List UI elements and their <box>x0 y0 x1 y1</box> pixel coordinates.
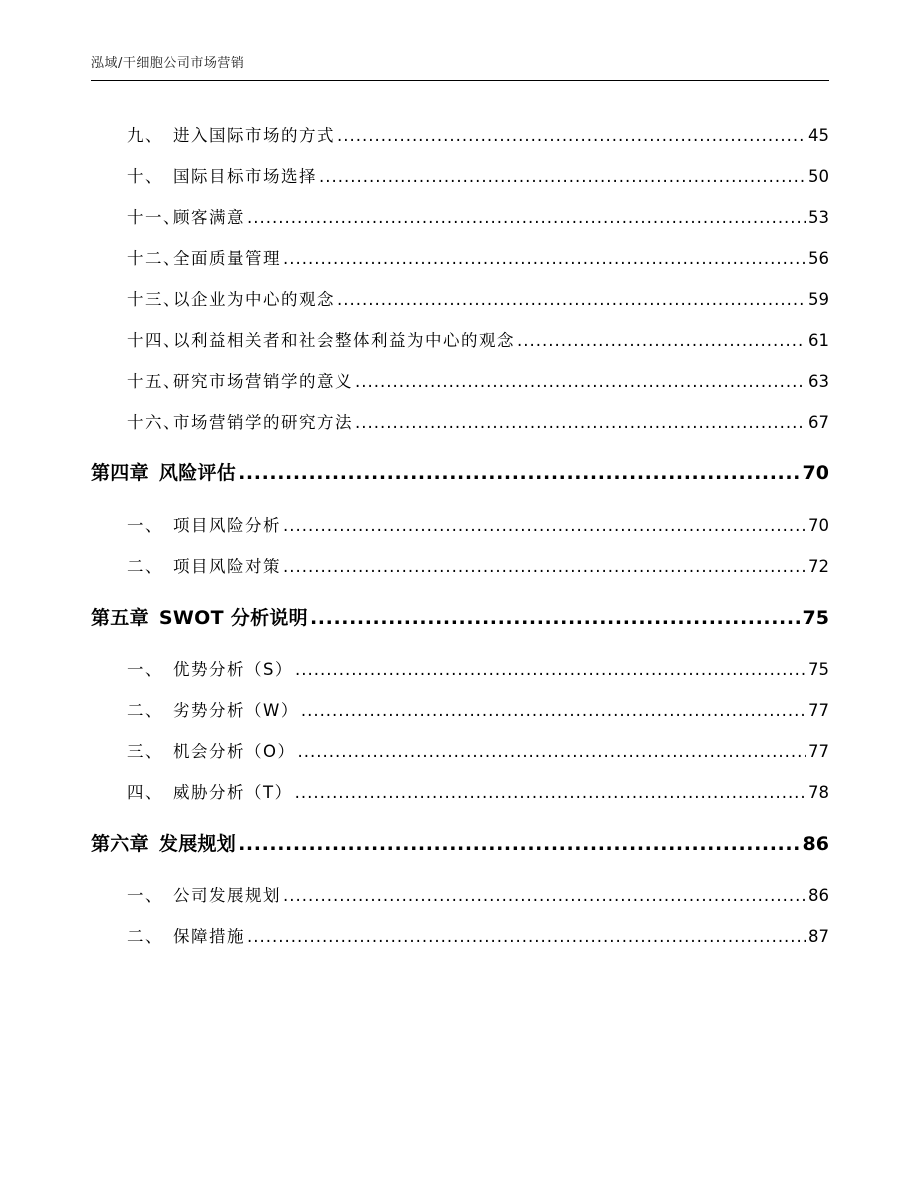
toc-chapter-entry[interactable] <box>91 829 829 856</box>
toc-entry-text <box>91 122 335 146</box>
toc-page-number: 70 <box>808 516 829 535</box>
toc-entry-number: 十三、 <box>127 290 181 309</box>
toc-dot-leader <box>301 701 806 720</box>
toc-entry[interactable] <box>91 779 829 803</box>
toc-entry-title: 项目风险分析 <box>173 516 281 535</box>
toc-page-number: 86 <box>808 886 829 905</box>
toc-entry-text <box>91 286 335 310</box>
toc-entry[interactable] <box>91 245 829 269</box>
toc-dot-leader <box>295 660 806 679</box>
toc-dot-leader <box>238 833 800 855</box>
toc-entry[interactable] <box>91 286 829 310</box>
toc-entry-number: 二、 <box>127 701 163 720</box>
toc-chapter-entry[interactable] <box>91 458 829 485</box>
toc-chapter-number: 第五章 <box>91 607 149 629</box>
toc-entry-title: 以利益相关者和社会整体利益为中心的观念 <box>173 331 515 350</box>
toc-chapter-number: 第四章 <box>91 462 149 484</box>
toc-entry-title: 全面质量管理 <box>173 249 281 268</box>
toc-page-number: 72 <box>808 557 829 576</box>
toc-dot-leader <box>355 372 806 391</box>
toc-entry-number: 九、 <box>127 126 163 145</box>
toc-entry-text <box>91 409 353 433</box>
toc-entry-text <box>91 458 236 485</box>
toc-dot-leader <box>247 927 806 946</box>
toc-entry-number: 三、 <box>127 742 163 761</box>
toc-entry-title: 保障措施 <box>173 927 245 946</box>
toc-page-number: 75 <box>808 660 829 679</box>
toc-dot-leader <box>517 331 806 350</box>
toc-page-number: 67 <box>808 413 829 432</box>
toc-entry-text <box>91 512 281 536</box>
toc-dot-leader <box>337 126 806 145</box>
toc-entry[interactable] <box>91 697 829 721</box>
toc-dot-leader <box>283 516 806 535</box>
toc-entry-title: 国际目标市场选择 <box>173 167 317 186</box>
toc-page-number: 86 <box>802 833 829 855</box>
toc-page-number: 59 <box>808 290 829 309</box>
toc-chapter-number: 第六章 <box>91 833 149 855</box>
toc-page-number: 87 <box>808 927 829 946</box>
toc-entry-number: 十、 <box>127 167 163 186</box>
toc-entry-title: 公司发展规划 <box>173 886 281 905</box>
toc-entry-number: 十五、 <box>127 372 181 391</box>
toc-entry[interactable] <box>91 882 829 906</box>
toc-page-number: 50 <box>808 167 829 186</box>
toc-entry-title: 项目风险对策 <box>173 557 281 576</box>
toc-entry-title: 以企业为中心的观念 <box>173 290 335 309</box>
toc-page-number: 77 <box>808 701 829 720</box>
toc-chapter-title: SWOT 分析说明 <box>158 607 308 629</box>
toc-entry-number: 十四、 <box>127 331 181 350</box>
toc-dot-leader <box>238 462 800 484</box>
toc-entry-number: 二、 <box>127 927 163 946</box>
toc-entry-text <box>91 553 281 577</box>
toc-page-number: 61 <box>808 331 829 350</box>
toc-dot-leader <box>283 886 806 905</box>
toc-entry[interactable] <box>91 327 829 351</box>
toc-page-number: 77 <box>808 742 829 761</box>
toc-entry[interactable] <box>91 163 829 187</box>
toc-entry-number: 二、 <box>127 557 163 576</box>
toc-entry[interactable] <box>91 368 829 392</box>
toc-entry[interactable] <box>91 923 829 947</box>
toc-page-number: 53 <box>808 208 829 227</box>
toc-dot-leader <box>337 290 806 309</box>
toc-entry-title: 研究市场营销学的意义 <box>173 372 353 391</box>
toc-entry-number: 十二、 <box>127 249 181 268</box>
toc-entry-text <box>91 829 236 856</box>
toc-page-number: 56 <box>808 249 829 268</box>
toc-entry-text <box>91 327 515 351</box>
toc-entry[interactable] <box>91 409 829 433</box>
toc-entry-text <box>91 697 299 721</box>
toc-chapter-title: 风险评估 <box>158 462 237 484</box>
toc-page-number: 75 <box>802 607 829 629</box>
toc-entry-text <box>91 163 317 187</box>
toc-entry[interactable] <box>91 656 829 680</box>
toc-entry-text <box>91 882 281 906</box>
running-header: 泓域/干细胞公司市场营销 <box>91 56 245 71</box>
toc-page-number: 78 <box>808 783 829 802</box>
toc-entry[interactable] <box>91 738 829 762</box>
toc-dot-leader <box>355 413 806 432</box>
toc-entry-text <box>91 204 245 228</box>
toc-page-number: 45 <box>808 126 829 145</box>
toc-dot-leader <box>283 249 806 268</box>
toc-page-number: 70 <box>802 462 829 484</box>
toc-entry-number: 一、 <box>127 886 163 905</box>
toc-entry[interactable] <box>91 122 829 146</box>
toc-entry-title: 顾客满意 <box>173 208 245 227</box>
toc-dot-leader <box>310 607 801 629</box>
toc-page-number: 63 <box>808 372 829 391</box>
toc-entry-text <box>91 738 296 762</box>
toc-dot-leader <box>319 167 806 186</box>
toc-entry-text <box>91 923 245 947</box>
toc-entry-text <box>91 368 353 392</box>
toc-dot-leader <box>295 783 806 802</box>
toc-entry[interactable] <box>91 553 829 577</box>
toc-chapter-entry[interactable] <box>91 603 829 630</box>
toc-entry[interactable] <box>91 204 829 228</box>
toc-dot-leader <box>247 208 806 227</box>
toc-entry-title: 威胁分析（T） <box>173 783 293 802</box>
toc-entry-title: 劣势分析（W） <box>173 701 299 720</box>
toc-dot-leader <box>298 742 807 761</box>
toc-entry-number: 一、 <box>127 660 163 679</box>
toc-entry-number: 十一、 <box>127 208 181 227</box>
toc-entry-text <box>91 245 281 269</box>
toc-entry-number: 四、 <box>127 783 163 802</box>
toc-entry-title: 市场营销学的研究方法 <box>173 413 353 432</box>
toc-entry-title: 优势分析（S） <box>173 660 293 679</box>
toc-entry-number: 一、 <box>127 516 163 535</box>
toc-entry-text <box>91 603 308 630</box>
toc-entry-title: 机会分析（O） <box>173 742 296 761</box>
toc-entry-number: 十六、 <box>127 413 181 432</box>
toc-entry-text <box>91 656 293 680</box>
toc-chapter-title: 发展规划 <box>158 833 237 855</box>
toc-entry[interactable] <box>91 512 829 536</box>
toc-entry-text <box>91 779 293 803</box>
toc-entry-title: 进入国际市场的方式 <box>173 126 335 145</box>
toc-dot-leader <box>283 557 806 576</box>
